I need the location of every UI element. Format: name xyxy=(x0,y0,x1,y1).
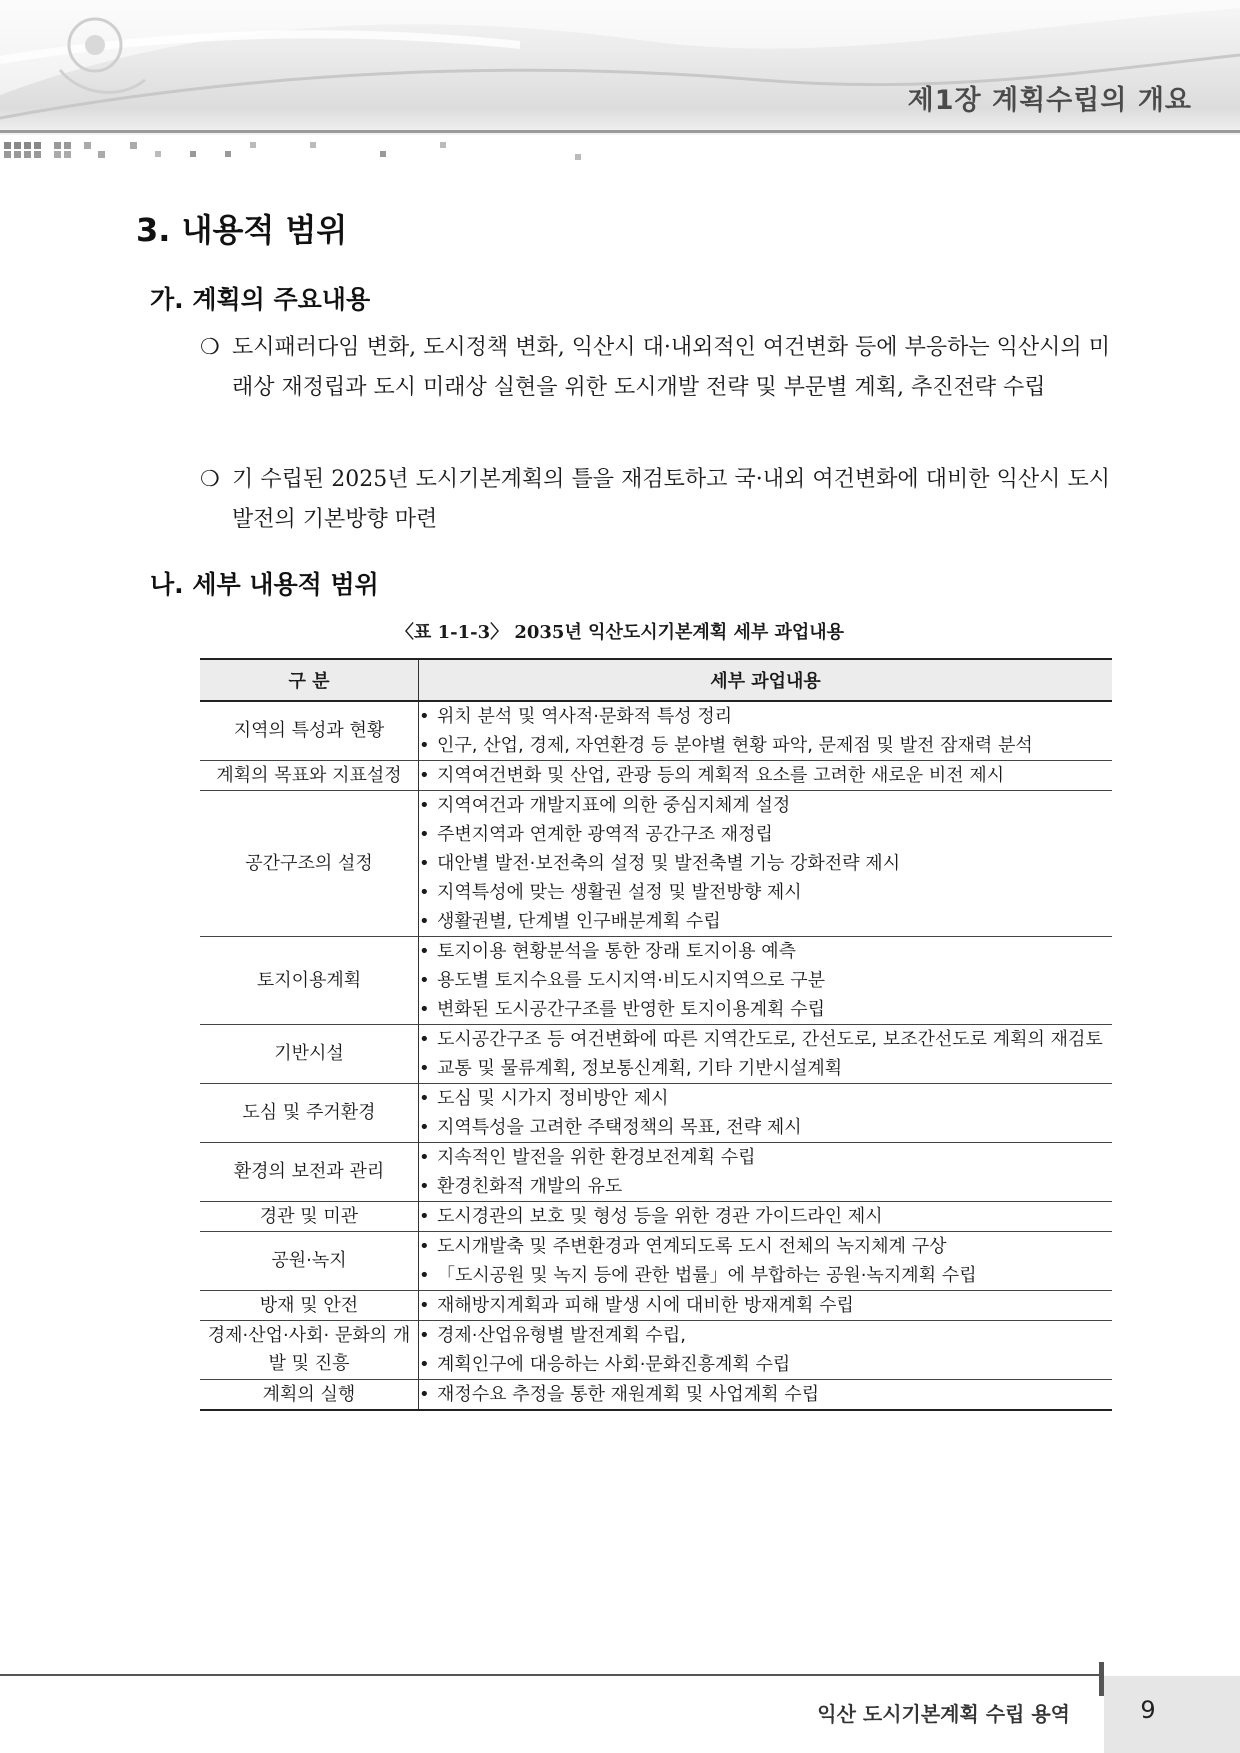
detail-item: • 재해방지계획과 피해 발생 시에 대비한 방재계획 수립 xyxy=(419,1291,1112,1320)
circle-bullet-icon: ❍ xyxy=(200,335,220,360)
page-number: 9 xyxy=(1140,1696,1156,1724)
subsection-title-detail-scope: 나. 세부 내용적 범위 xyxy=(150,570,379,599)
row-category: 경관 및 미관 xyxy=(200,1202,419,1232)
table-row xyxy=(200,1202,1112,1232)
row-category: 방재 및 안전 xyxy=(200,1291,419,1321)
row-details xyxy=(419,937,1113,1025)
detail-item: • 생활권별, 단계별 인구배분계획 수립 xyxy=(419,907,1112,936)
row-details xyxy=(419,791,1113,937)
row-details xyxy=(419,1084,1113,1143)
row-details xyxy=(419,1143,1113,1202)
detail-item: • 인구, 산업, 경제, 자연환경 등 분야별 현황 파악, 문제점 및 발전 잠재력 분석 xyxy=(419,731,1112,760)
detail-item: • 도시경관의 보호 및 형성 등을 위한 경관 가이드라인 제시 xyxy=(419,1202,1112,1231)
paragraph-text: 기 수립된 2025년 도시기본계획의 틀을 재검토하고 국·내외 여건변화에 대비한 익산시 도시발전의 기본방향 마련 xyxy=(232,467,1110,532)
table-row xyxy=(200,701,1112,761)
chapter-title: 제1장 계획수립의 개요 xyxy=(907,85,1192,116)
row-details xyxy=(419,1380,1113,1411)
table-row xyxy=(200,1084,1112,1143)
detail-item: • 지역특성에 맞는 생활권 설정 및 발전방향 제시 xyxy=(419,878,1112,907)
row-category: 계획의 목표와 지표설정 xyxy=(200,761,419,791)
row-category: 경제·산업·사회· 문화의 개발 및 진흥 xyxy=(200,1321,419,1380)
table-header-row xyxy=(200,659,1112,701)
detail-item: • 주변지역과 연계한 광역적 공간구조 재정립 xyxy=(419,820,1112,849)
row-details xyxy=(419,701,1113,761)
table-caption: 〈표 1-1-3〉 2035년 익산도시기본계획 세부 과업내용 xyxy=(395,622,845,643)
column-header-details: 세부 과업내용 xyxy=(419,659,1113,701)
subsection-title-main-content: 가. 계획의 주요내용 xyxy=(150,285,371,314)
row-details xyxy=(419,1232,1113,1291)
detail-item: • 도시개발축 및 주변환경과 연계되도록 도시 전체의 녹지체계 구상 xyxy=(419,1232,1112,1261)
table-row xyxy=(200,1143,1112,1202)
row-details xyxy=(419,1291,1113,1321)
header-banner xyxy=(0,0,1240,135)
detail-item: • 도심 및 시가지 정비방안 제시 xyxy=(419,1084,1112,1113)
row-category: 기반시설 xyxy=(200,1025,419,1084)
footer-title: 익산 도시기본계획 수립 용역 xyxy=(817,1702,1070,1726)
paragraph-text: 도시패러다임 변화, 도시정책 변화, 익산시 대·내외적인 여건변화 등에 부응하는 익산시의 미래상 재정립과 도시 미래상 실현을 위한 도시개발 전략 및 부문별 계획, 추진전략 수립 xyxy=(232,335,1110,400)
task-table xyxy=(200,658,1112,1411)
section-title: 3. 내용적 범위 xyxy=(136,211,348,249)
table-row xyxy=(200,1232,1112,1291)
table-row xyxy=(200,1380,1112,1411)
table-row xyxy=(200,1025,1112,1084)
row-category: 지역의 특성과 현황 xyxy=(233,720,385,741)
detail-item: • 지속적인 발전을 위한 환경보전계획 수립 xyxy=(419,1143,1112,1172)
detail-item: • 도시공간구조 등 여건변화에 따른 지역간도로, 간선도로, 보조간선도로 계획의 재검토 xyxy=(419,1025,1112,1054)
detail-item: • 변화된 도시공간구조를 반영한 토지이용계획 수립 xyxy=(419,995,1112,1024)
detail-item: • 용도별 토지수요를 도시지역·비도시지역으로 구분 xyxy=(419,966,1112,995)
row-details xyxy=(419,1025,1113,1084)
row-category: 도심 및 주거환경 xyxy=(200,1084,419,1143)
row-category: 토지이용계획 xyxy=(200,937,419,1025)
detail-item: • 지역여건변화 및 산업, 관광 등의 계획적 요소를 고려한 새로운 비전 제시 xyxy=(419,761,1112,790)
table-row xyxy=(200,1291,1112,1321)
row-category: 환경의 보전과 관리 xyxy=(200,1143,419,1202)
row-details xyxy=(419,761,1113,791)
detail-item: • 계획인구에 대응하는 사회·문화진흥계획 수립 xyxy=(419,1350,1112,1379)
detail-item: • 환경친화적 개발의 유도 xyxy=(419,1172,1112,1201)
detail-item: • 토지이용 현황분석을 통한 장래 토지이용 예측 xyxy=(419,937,1112,966)
detail-item: • 경제·산업유형별 발전계획 수립, xyxy=(419,1321,1112,1350)
table-row xyxy=(200,937,1112,1025)
row-category: 공원·녹지 xyxy=(200,1232,419,1291)
circle-bullet-icon: ❍ xyxy=(200,467,220,492)
detail-item: • 지역특성을 고려한 주택정책의 목표, 전략 제시 xyxy=(419,1113,1112,1142)
row-details xyxy=(419,1321,1113,1380)
column-header-category: 구 분 xyxy=(200,659,419,701)
detail-item: • 위치 분석 및 역사적·문화적 특성 정리 xyxy=(419,702,1112,731)
header-divider xyxy=(0,130,1240,133)
paragraph-1 xyxy=(200,328,1110,408)
detail-item: • 지역여건과 개발지표에 의한 중심지체계 설정 xyxy=(419,791,1112,820)
table-row xyxy=(200,1321,1112,1380)
detail-item: • 「도시공원 및 녹지 등에 관한 법률」에 부합하는 공원·녹지계획 수립 xyxy=(419,1261,1112,1290)
detail-item: • 교통 및 물류계획, 정보통신계획, 기타 기반시설계획 xyxy=(419,1054,1112,1083)
detail-item: • 대안별 발전·보전축의 설정 및 발전축별 기능 강화전략 제시 xyxy=(419,849,1112,878)
detail-item: • 재정수요 추정을 통한 재원계획 및 사업계획 수립 xyxy=(419,1380,1112,1409)
header-dot-pattern xyxy=(0,140,620,162)
row-details xyxy=(419,1202,1113,1232)
row-category: 계획의 실행 xyxy=(200,1380,419,1411)
table-row xyxy=(200,761,1112,791)
footer-divider xyxy=(0,1674,1100,1676)
table-row xyxy=(200,791,1112,937)
row-category: 공간구조의 설정 xyxy=(200,791,419,937)
paragraph-2 xyxy=(200,460,1110,540)
